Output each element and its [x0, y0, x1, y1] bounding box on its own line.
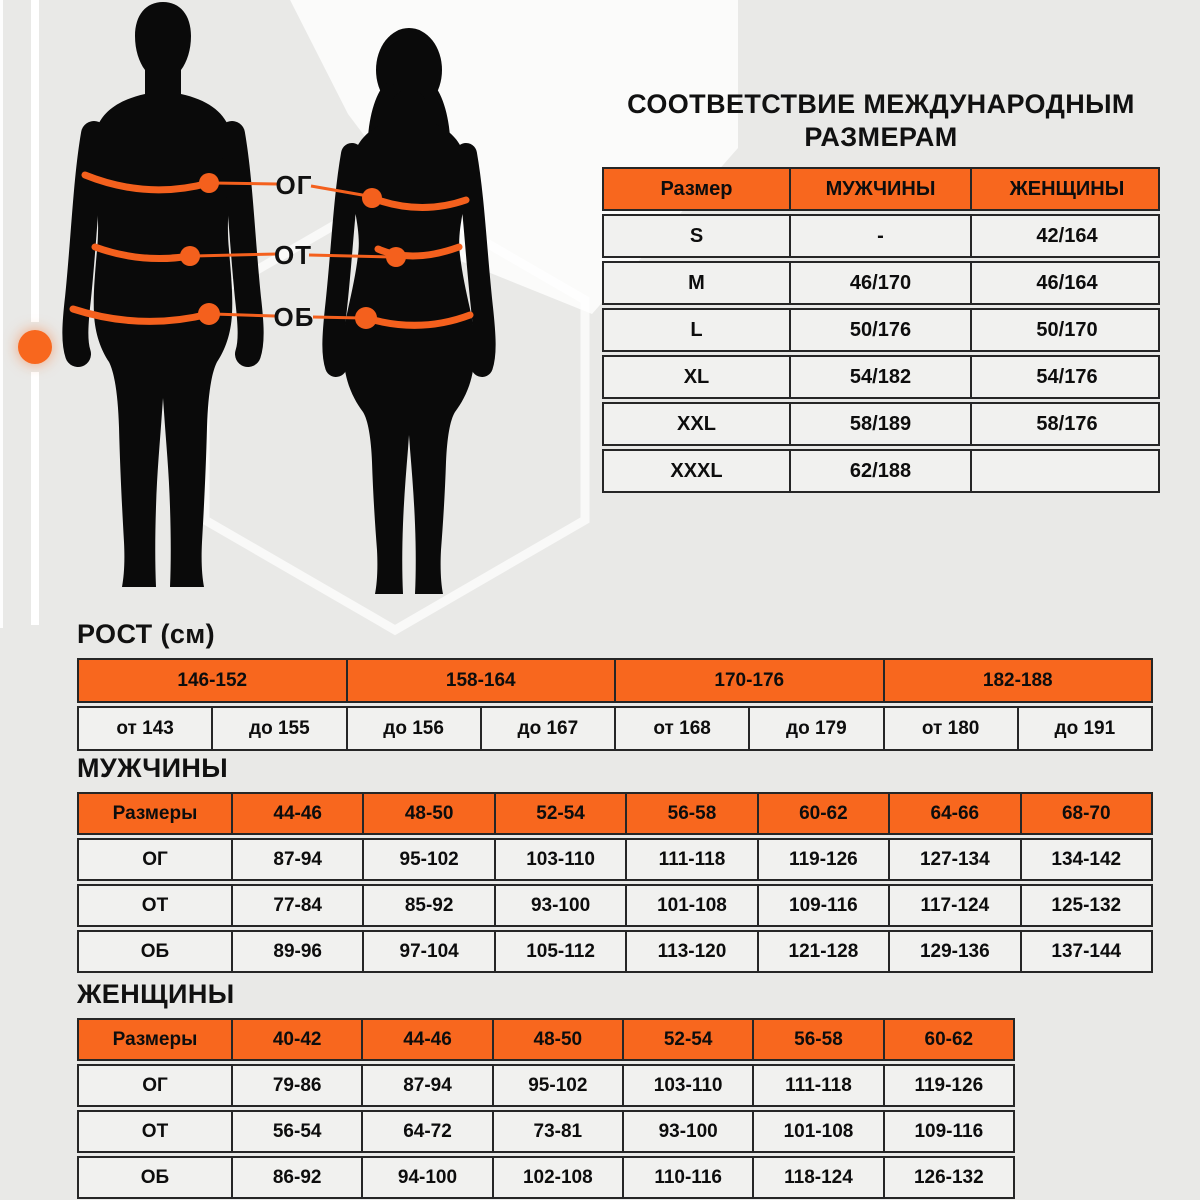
- header-cell: ЖЕНЩИНЫ: [970, 169, 1162, 209]
- waist-connector-man: [194, 254, 277, 256]
- data-cell: 93-100: [494, 886, 625, 925]
- woman-chest-point: [362, 188, 382, 208]
- header-cell: 52-54: [622, 1020, 752, 1059]
- data-cell: 87-94: [231, 840, 362, 879]
- data-cell: 101-108: [752, 1112, 882, 1151]
- data-cell: 58/176: [970, 404, 1162, 444]
- table-row: [77, 1156, 1015, 1199]
- table-row: [602, 214, 1160, 258]
- data-cell: от 180: [883, 708, 1017, 749]
- measurement-figures: [0, 0, 600, 628]
- data-cell: 118-124: [752, 1158, 882, 1197]
- hips-connector-woman: [313, 317, 362, 318]
- data-cell: 77-84: [231, 886, 362, 925]
- header-cell: 158-164: [346, 660, 615, 701]
- data-cell: 103-110: [622, 1066, 752, 1105]
- table-header-row: [602, 167, 1160, 211]
- header-cell: 60-62: [883, 1020, 1013, 1059]
- header-cell: Размеры: [112, 1028, 198, 1050]
- table-row: [602, 308, 1160, 352]
- data-cell: M: [688, 271, 705, 294]
- table-row: [77, 706, 1153, 751]
- data-cell: [970, 451, 1162, 491]
- data-cell: 126-132: [883, 1158, 1013, 1197]
- man-silhouette: [75, 2, 250, 587]
- data-cell: 101-108: [625, 886, 756, 925]
- data-cell: до 156: [346, 708, 480, 749]
- table-header-row: [77, 1018, 1015, 1061]
- data-cell: 79-86: [231, 1066, 361, 1105]
- table-row: [602, 261, 1160, 305]
- men-table: [77, 792, 1153, 973]
- woman-silhouette: [333, 28, 484, 594]
- data-cell: 87-94: [361, 1066, 491, 1105]
- table-row: [77, 884, 1153, 927]
- data-cell: 89-96: [231, 932, 362, 971]
- data-cell: 129-136: [888, 932, 1019, 971]
- data-cell: 121-128: [757, 932, 888, 971]
- hips-connector-man: [213, 314, 275, 316]
- data-cell: 50/170: [970, 310, 1162, 350]
- height-section: [77, 619, 1153, 754]
- data-cell: 113-120: [625, 932, 756, 971]
- data-cell: 50/176: [789, 310, 970, 350]
- chest-connector-man: [213, 183, 277, 184]
- data-cell: ОГ: [142, 1074, 168, 1096]
- data-cell: до 155: [211, 708, 345, 749]
- data-cell: 119-126: [883, 1066, 1013, 1105]
- data-cell: 119-126: [757, 840, 888, 879]
- header-cell: 56-58: [752, 1020, 882, 1059]
- data-cell: 46/170: [789, 263, 970, 303]
- data-cell: 42/164: [970, 216, 1162, 256]
- man-chest-point: [199, 173, 219, 193]
- data-cell: 105-112: [494, 932, 625, 971]
- height-table: [77, 658, 1153, 751]
- data-cell: 103-110: [494, 840, 625, 879]
- table-row: [77, 1064, 1015, 1107]
- data-cell: 102-108: [492, 1158, 622, 1197]
- header-cell: 146-152: [177, 669, 248, 691]
- women-section: [77, 979, 1015, 1200]
- data-cell: 85-92: [362, 886, 493, 925]
- data-cell: до 179: [748, 708, 882, 749]
- data-cell: 137-144: [1020, 932, 1151, 971]
- header-cell: 56-58: [625, 794, 756, 833]
- data-cell: до 191: [1017, 708, 1151, 749]
- table-row: [602, 402, 1160, 446]
- data-cell: L: [690, 318, 703, 341]
- data-cell: 95-102: [362, 840, 493, 879]
- data-cell: -: [789, 216, 970, 256]
- international-sizes-section: [602, 88, 1160, 496]
- data-cell: 86-92: [231, 1158, 361, 1197]
- data-cell: до 167: [480, 708, 614, 749]
- data-cell: ОТ: [141, 894, 169, 916]
- table-row: [77, 930, 1153, 973]
- data-cell: 62/188: [789, 451, 970, 491]
- men-section: [77, 753, 1153, 976]
- data-cell: 134-142: [1020, 840, 1151, 879]
- waist-connector-woman: [309, 255, 392, 257]
- table-row: [602, 355, 1160, 399]
- header-cell: 48-50: [362, 794, 493, 833]
- data-cell: 127-134: [888, 840, 1019, 879]
- men-section-title: МУЖЧИНЫ: [77, 753, 229, 783]
- data-cell: ОБ: [140, 940, 170, 962]
- women-section-title: ЖЕНЩИНЫ: [77, 979, 235, 1009]
- header-cell: 68-70: [1020, 794, 1151, 833]
- women-table: [77, 1018, 1015, 1199]
- international-sizes-title: [602, 88, 1160, 154]
- header-cell: 52-54: [494, 794, 625, 833]
- data-cell: 125-132: [1020, 886, 1151, 925]
- data-cell: от 168: [614, 708, 748, 749]
- man-hips-point: [198, 303, 220, 325]
- header-cell: Размеры: [112, 802, 198, 824]
- data-cell: 95-102: [492, 1066, 622, 1105]
- header-cell: 182-188: [883, 660, 1152, 701]
- data-cell: 111-118: [625, 840, 756, 879]
- woman-waist-point: [386, 247, 406, 267]
- height-section-title: РОСТ (см): [77, 619, 216, 649]
- data-cell: 54/182: [789, 357, 970, 397]
- data-cell: 46/164: [970, 263, 1162, 303]
- header-cell: 44-46: [231, 794, 362, 833]
- international-sizes-table: [602, 167, 1160, 493]
- header-cell: 64-66: [888, 794, 1019, 833]
- data-cell: 58/189: [789, 404, 970, 444]
- data-cell: 64-72: [361, 1112, 491, 1151]
- waist-label: ОТ: [273, 240, 313, 270]
- header-cell: 40-42: [231, 1020, 361, 1059]
- data-cell: ОГ: [142, 848, 168, 870]
- table-header-row: [77, 658, 1153, 703]
- data-cell: 109-116: [883, 1112, 1013, 1151]
- man-waist-point: [180, 246, 200, 266]
- table-row: [77, 838, 1153, 881]
- data-cell: S: [689, 224, 704, 247]
- data-cell: 54/176: [970, 357, 1162, 397]
- woman-hips-point: [355, 307, 377, 329]
- title-line-2: РАЗМЕРАМ: [804, 122, 958, 152]
- header-cell: 170-176: [614, 660, 883, 701]
- data-cell: ОБ: [140, 1166, 170, 1188]
- data-cell: 111-118: [752, 1066, 882, 1105]
- data-cell: 93-100: [622, 1112, 752, 1151]
- data-cell: XL: [683, 365, 710, 388]
- header-cell: Размер: [660, 177, 733, 200]
- data-cell: XXL: [677, 412, 716, 435]
- data-cell: 94-100: [361, 1158, 491, 1197]
- data-cell: 73-81: [492, 1112, 622, 1151]
- data-cell: ОТ: [141, 1120, 169, 1142]
- data-cell: 97-104: [362, 932, 493, 971]
- header-cell: 44-46: [361, 1020, 491, 1059]
- data-cell: от 143: [116, 717, 174, 739]
- data-cell: 110-116: [622, 1158, 752, 1197]
- header-cell: 48-50: [492, 1020, 622, 1059]
- data-cell: 109-116: [757, 886, 888, 925]
- header-cell: 60-62: [757, 794, 888, 833]
- table-row: [77, 1110, 1015, 1153]
- chest-label: ОГ: [275, 170, 313, 200]
- data-cell: 117-124: [888, 886, 1019, 925]
- title-line-1: СООТВЕТСТВИЕ МЕЖДУНАРОДНЫМ: [627, 89, 1135, 119]
- data-cell: XXXL: [670, 459, 723, 482]
- header-cell: МУЖЧИНЫ: [789, 169, 970, 209]
- table-header-row: [77, 792, 1153, 835]
- data-cell: 56-54: [231, 1112, 361, 1151]
- table-row: [602, 449, 1160, 493]
- hips-label: ОБ: [273, 302, 315, 332]
